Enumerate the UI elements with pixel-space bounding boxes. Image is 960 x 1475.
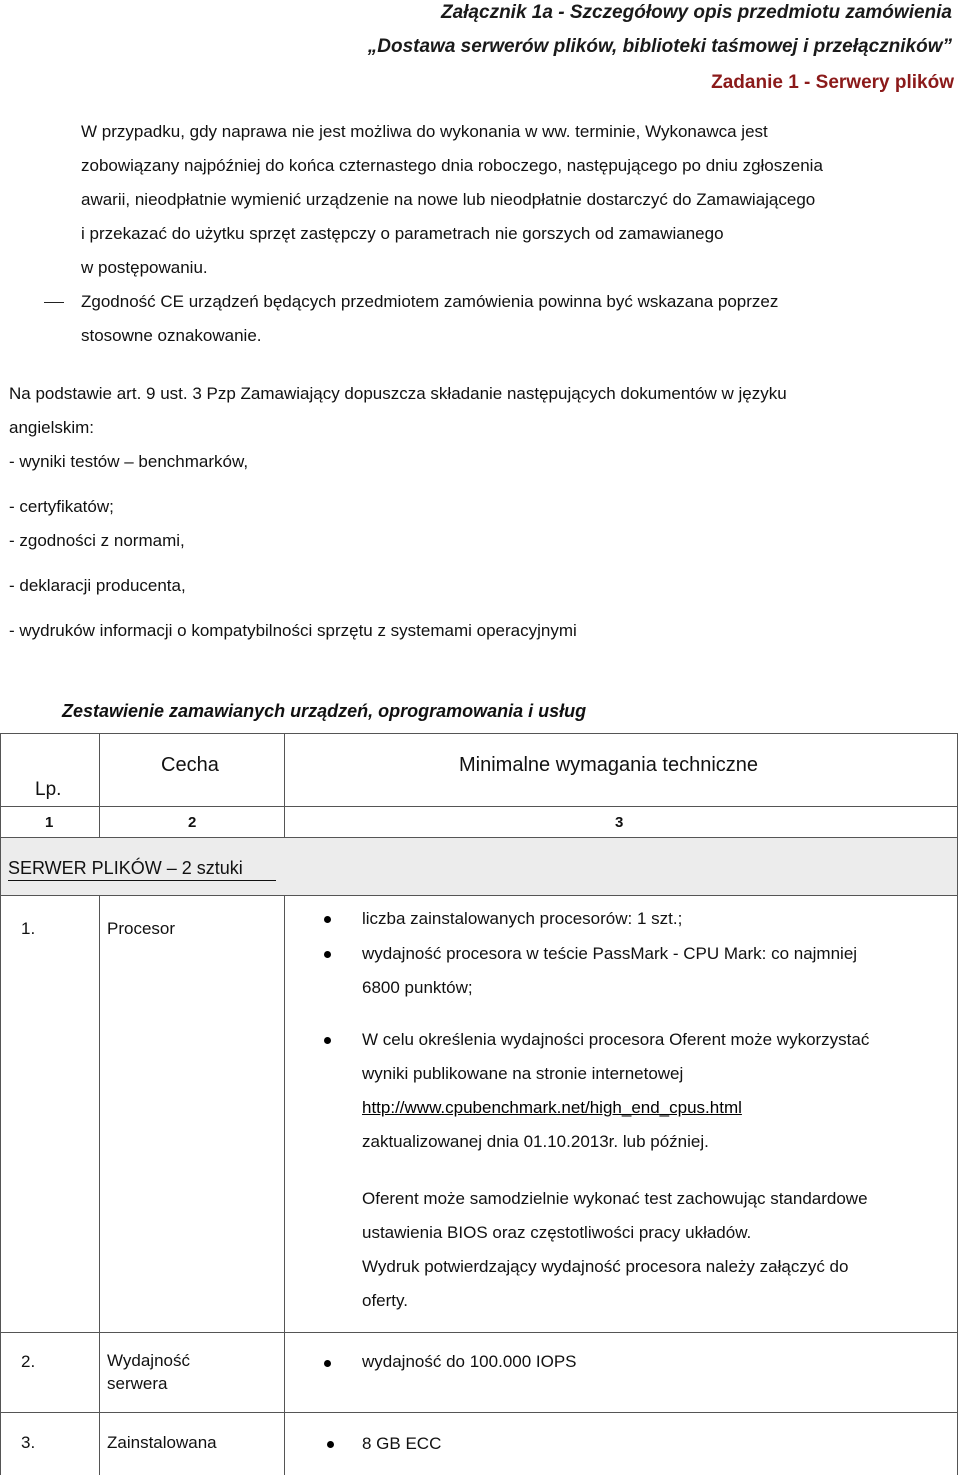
- ce-line-2: stosowne oznakowanie.: [81, 326, 262, 345]
- task-title: Zadanie 1 - Serwery plików: [711, 72, 954, 93]
- bullet-icon: [327, 1441, 334, 1448]
- bullet-icon: [324, 1360, 331, 1367]
- docs-item: - certyfikatów;: [9, 497, 114, 516]
- requirement-note: Oferent może samodzielnie wykonać test zachowując standardowe: [362, 1189, 868, 1208]
- requirement-text: wydajność procesora w teście PassMark - CPU Mark: co najmniej: [362, 944, 858, 963]
- requirement-text: 8 GB ECC: [362, 1434, 442, 1453]
- header-cecha: Cecha: [161, 754, 219, 776]
- intro-line-3: awarii, nieodpłatnie wymienić urządzenie na nowe lub nieodpłatnie dostarczyć do Zamawiającego: [81, 190, 816, 209]
- requirement-text: 6800 punktów;: [362, 978, 473, 997]
- intro-line-1: W przypadku, gdy naprawa nie jest możliwa do wykonania w ww. terminie, Wykonawca jest: [81, 122, 768, 141]
- table-title: Zestawienie zamawianych urządzeń, oprogramowania i usług: [62, 701, 587, 721]
- column-number-3: 3: [615, 814, 624, 831]
- bullet-icon: [324, 951, 331, 958]
- bullet-icon: [324, 1037, 331, 1044]
- row-lp: 1.: [21, 919, 36, 938]
- row-feature: Zainstalowana: [107, 1433, 217, 1452]
- header-requirements: Minimalne wymagania techniczne: [459, 754, 759, 776]
- docs-item: - zgodności z normami,: [9, 531, 185, 550]
- row-feature: serwera: [107, 1374, 168, 1393]
- requirement-text: zaktualizowanej dnia 01.10.2013r. lub później.: [362, 1132, 709, 1151]
- intro-line-2: zobowiązany najpóźniej do końca czternastego dnia roboczego, następującego po dniu zgłoszenia: [81, 156, 823, 175]
- requirement-note: ustawienia BIOS oraz częstotliwości pracy układów.: [362, 1223, 752, 1242]
- docs-item: - wydruków informacji o kompatybilności sprzętu z systemami operacyjnymi: [9, 621, 577, 640]
- requirement-text: wydajność do 100.000 IOPS: [362, 1352, 577, 1371]
- docs-intro-line-1: Na podstawie art. 9 ust. 3 Pzp Zamawiający dopuszcza składanie następujących dokumentów w języku: [9, 384, 787, 403]
- row-feature: Wydajność: [107, 1351, 190, 1370]
- row-lp: 2.: [21, 1352, 36, 1371]
- intro-line-5: w postępowaniu.: [81, 258, 208, 277]
- docs-item: - wyniki testów – benchmarków,: [9, 452, 249, 471]
- requirement-text: liczba zainstalowanych procesorów: 1 szt.;: [362, 909, 683, 928]
- requirement-note: oferty.: [362, 1291, 408, 1310]
- row-feature: Procesor: [107, 919, 176, 938]
- section-title-underline: [8, 880, 276, 881]
- row-lp: 3.: [21, 1433, 36, 1452]
- docs-item: - deklaracji producenta,: [9, 576, 186, 595]
- requirement-text: wyniki publikowane na stronie internetowej: [362, 1064, 684, 1083]
- ce-line-1: Zgodność CE urządzeń będących przedmiotem zamówienia powinna być wskazana poprzez: [81, 292, 779, 311]
- section-title: SERWER PLIKÓW – 2 sztuki: [8, 858, 243, 878]
- document-annex-title: Załącznik 1a - Szczegółowy opis przedmiotu zamówienia: [440, 2, 952, 23]
- cpubenchmark-link[interactable]: http://www.cpubenchmark.net/high_end_cpus.html: [362, 1098, 742, 1117]
- docs-intro-line-2: angielskim:: [9, 418, 95, 437]
- intro-line-4: i przekazać do użytku sprzęt zastępczy o parametrach nie gorszych od zamawianego: [81, 224, 724, 243]
- requirement-text: W celu określenia wydajności procesora Oferent może wykorzystać: [362, 1030, 870, 1049]
- column-number-2: 2: [188, 814, 197, 831]
- column-number-1: 1: [45, 814, 54, 831]
- bullet-icon: [324, 916, 331, 923]
- requirement-note: Wydruk potwierdzający wydajność procesora należy załączyć do: [362, 1257, 849, 1276]
- header-lp: Lp.: [35, 779, 62, 800]
- document-subject-title: „Dostawa serwerów plików, biblioteki taśmowej i przełączników”: [367, 36, 952, 57]
- dash-bullet-icon: [44, 302, 64, 303]
